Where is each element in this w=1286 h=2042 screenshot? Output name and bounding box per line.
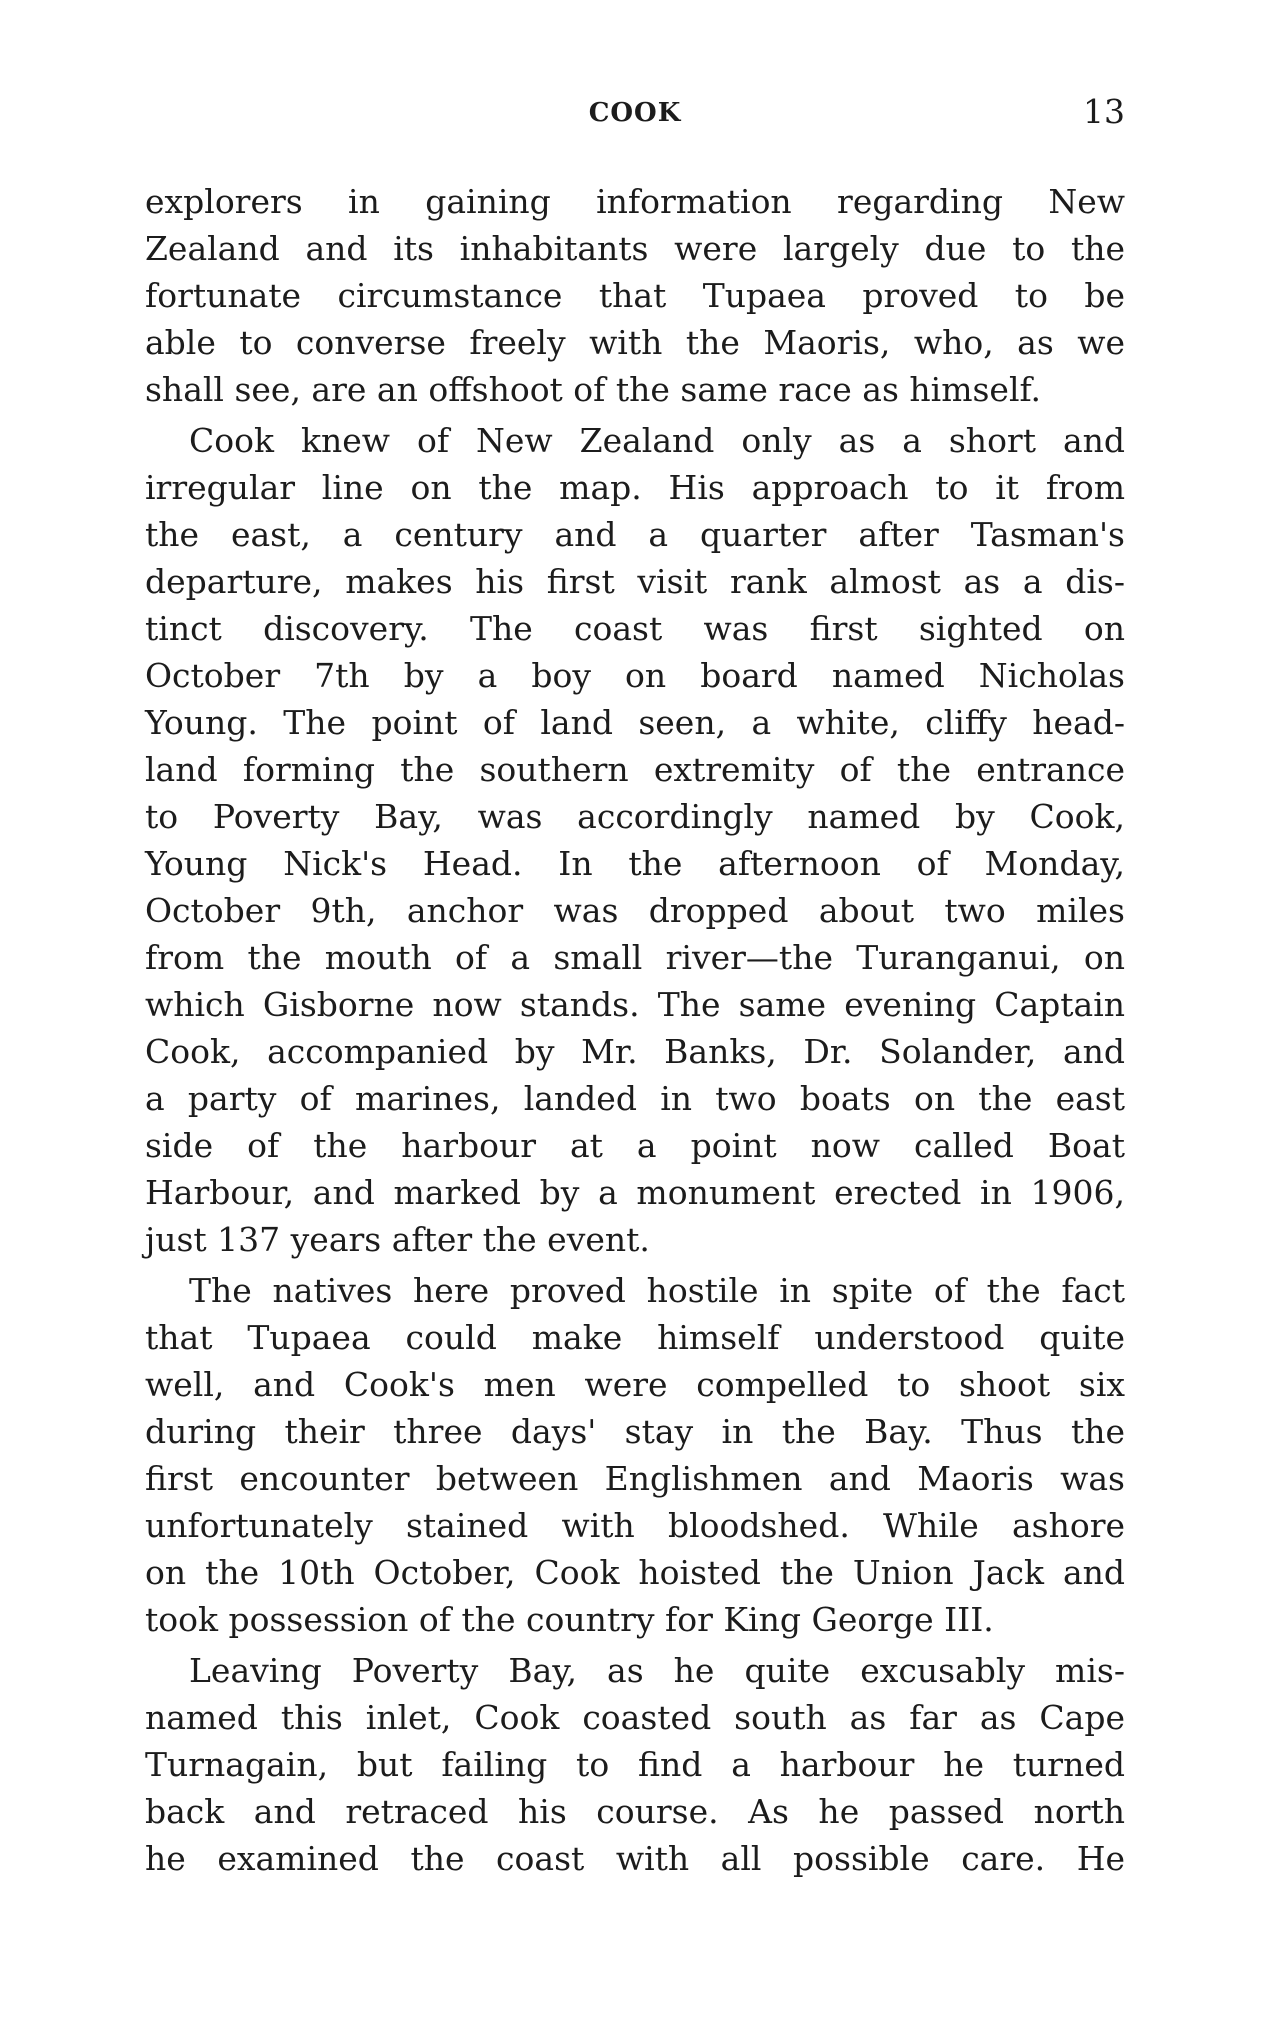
text-line: back and retraced his course. As he passed north [145, 1792, 1125, 1831]
text-line: named this inlet, Cook coasted south as far as Cape [145, 1698, 1125, 1737]
text-line: that Tupaea could make himself understood quite [145, 1318, 1125, 1357]
running-head [145, 92, 1125, 132]
text-line: to Poverty Bay, was accordingly named by Cook, [145, 797, 1125, 836]
text-line: first encounter between Englishmen and Maoris was [145, 1459, 1125, 1498]
text-line: which Gisborne now stands. The same evening Captain [145, 985, 1125, 1024]
text-line: took possession of the country for King George III. [145, 1600, 994, 1639]
text-line: tinct discovery. The coast was first sighted on [145, 609, 1125, 648]
text-line: Young. The point of land seen, a white, cliffy head- [145, 703, 1125, 742]
text-line: The natives here proved hostile in spite of the fact [189, 1271, 1125, 1310]
text-line: he examined the coast with all possible care. He [145, 1839, 1125, 1878]
text-line: Young Nick's Head. In the afternoon of Monday, [145, 844, 1125, 883]
text-line: Turnagain, but failing to find a harbour he turned [145, 1745, 1125, 1784]
text-line: during their three days' stay in the Bay. Thus the [145, 1412, 1125, 1451]
text-line: side of the harbour at a point now called Boat [145, 1126, 1125, 1165]
text-line: on the 10th October, Cook hoisted the Union Jack and [145, 1553, 1125, 1592]
text-line: well, and Cook's men were compelled to shoot six [145, 1365, 1125, 1404]
paragraph [145, 417, 1125, 1263]
text-line: just 137 years after the event. [145, 1220, 650, 1259]
text-line: land forming the southern extremity of the entrance [145, 750, 1125, 789]
paragraph [145, 178, 1125, 413]
running-title: COOK [588, 98, 682, 128]
text-line: Harbour, and marked by a monument erected in 1906, [145, 1173, 1125, 1212]
text-line: Cook knew of New Zealand only as a short and [189, 421, 1125, 460]
text-line: a party of marines, landed in two boats on the east [145, 1079, 1125, 1118]
body-text [145, 178, 1125, 1882]
text-line: Zealand and its inhabitants were largely due to the [145, 229, 1125, 268]
text-line: Cook, accompanied by Mr. Banks, Dr. Solander, and [145, 1032, 1125, 1071]
text-line: irregular line on the map. His approach to it from [145, 468, 1125, 507]
text-line: from the mouth of a small river—the Turanganui, on [145, 938, 1125, 977]
paragraph [145, 1267, 1125, 1643]
text-line: able to converse freely with the Maoris, who, as we [145, 323, 1125, 362]
text-line: October 9th, anchor was dropped about two miles [145, 891, 1125, 930]
text-line: October 7th by a boy on board named Nicholas [145, 656, 1125, 695]
text-line: Leaving Poverty Bay, as he quite excusably mis- [189, 1651, 1125, 1690]
text-line: unfortunately stained with bloodshed. While ashore [145, 1506, 1125, 1545]
text-line: shall see, are an offshoot of the same race as himself. [145, 370, 1042, 409]
paragraph [145, 1647, 1125, 1882]
text-line: the east, a century and a quarter after Tasman's [145, 515, 1125, 554]
text-line: fortunate circumstance that Tupaea proved to be [145, 276, 1125, 315]
text-line: explorers in gaining information regarding New [145, 182, 1125, 221]
page-number: 13 [1083, 92, 1125, 131]
text-line: departure, makes his first visit rank almost as a dis- [145, 562, 1125, 601]
